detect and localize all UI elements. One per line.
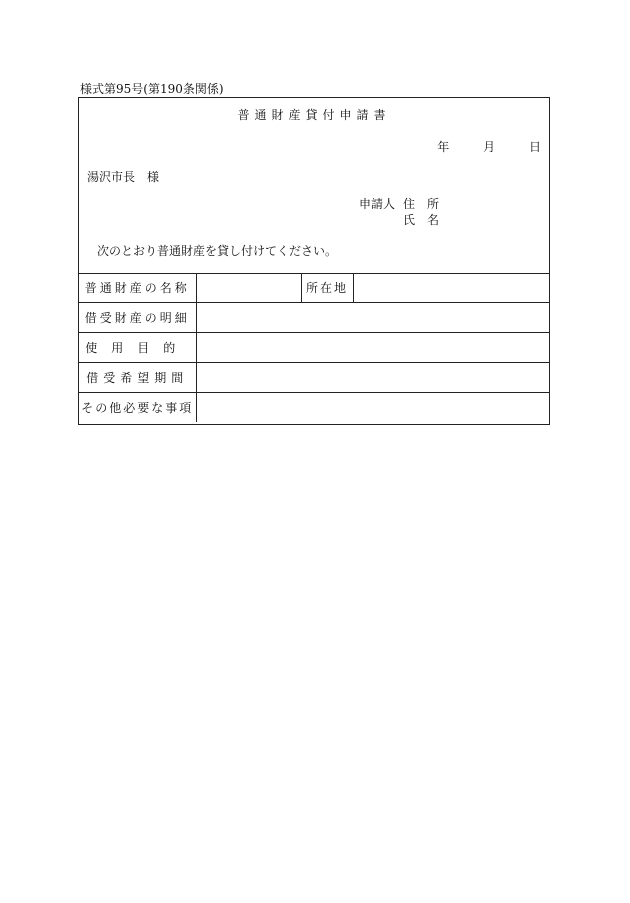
location-field[interactable] bbox=[353, 273, 549, 303]
details-field[interactable] bbox=[196, 303, 549, 333]
period-field[interactable] bbox=[196, 363, 549, 393]
purpose-field[interactable] bbox=[196, 333, 549, 363]
name-label: 氏 名 bbox=[403, 213, 440, 227]
purpose-label: 使用目的 bbox=[79, 333, 196, 363]
date-line bbox=[437, 138, 541, 155]
table-row bbox=[79, 303, 549, 333]
table-row bbox=[79, 393, 549, 423]
table-row bbox=[79, 333, 549, 363]
address-label: 住 所 bbox=[403, 197, 440, 211]
other-field[interactable] bbox=[196, 393, 549, 423]
request-text: 次のとおり普通財産を貸し付けてください。 bbox=[97, 244, 338, 258]
other-label: その他必要な事項 bbox=[79, 393, 196, 423]
property-name-label: 普通財産の名称 bbox=[79, 273, 196, 303]
property-name-field[interactable] bbox=[196, 273, 301, 303]
addressee: 湯沢市長 様 bbox=[87, 170, 160, 184]
details-label: 借受財産の明細 bbox=[79, 303, 196, 333]
application-form bbox=[78, 97, 550, 425]
applicant-block bbox=[359, 196, 439, 228]
table-row bbox=[79, 273, 549, 303]
date-day: 日 bbox=[528, 140, 541, 154]
table-row bbox=[79, 363, 549, 393]
location-label: 所在地 bbox=[301, 273, 353, 303]
period-label: 借受希望期間 bbox=[79, 363, 196, 393]
applicant-label: 申請人 bbox=[359, 197, 396, 211]
form-reference: 様式第95号(第190条関係) bbox=[80, 82, 224, 96]
date-year: 年 bbox=[437, 140, 450, 154]
date-month: 月 bbox=[483, 140, 496, 154]
form-title: 普通財産貸付申請書 bbox=[237, 108, 391, 122]
form-header bbox=[79, 98, 549, 274]
detail-table bbox=[79, 273, 549, 422]
